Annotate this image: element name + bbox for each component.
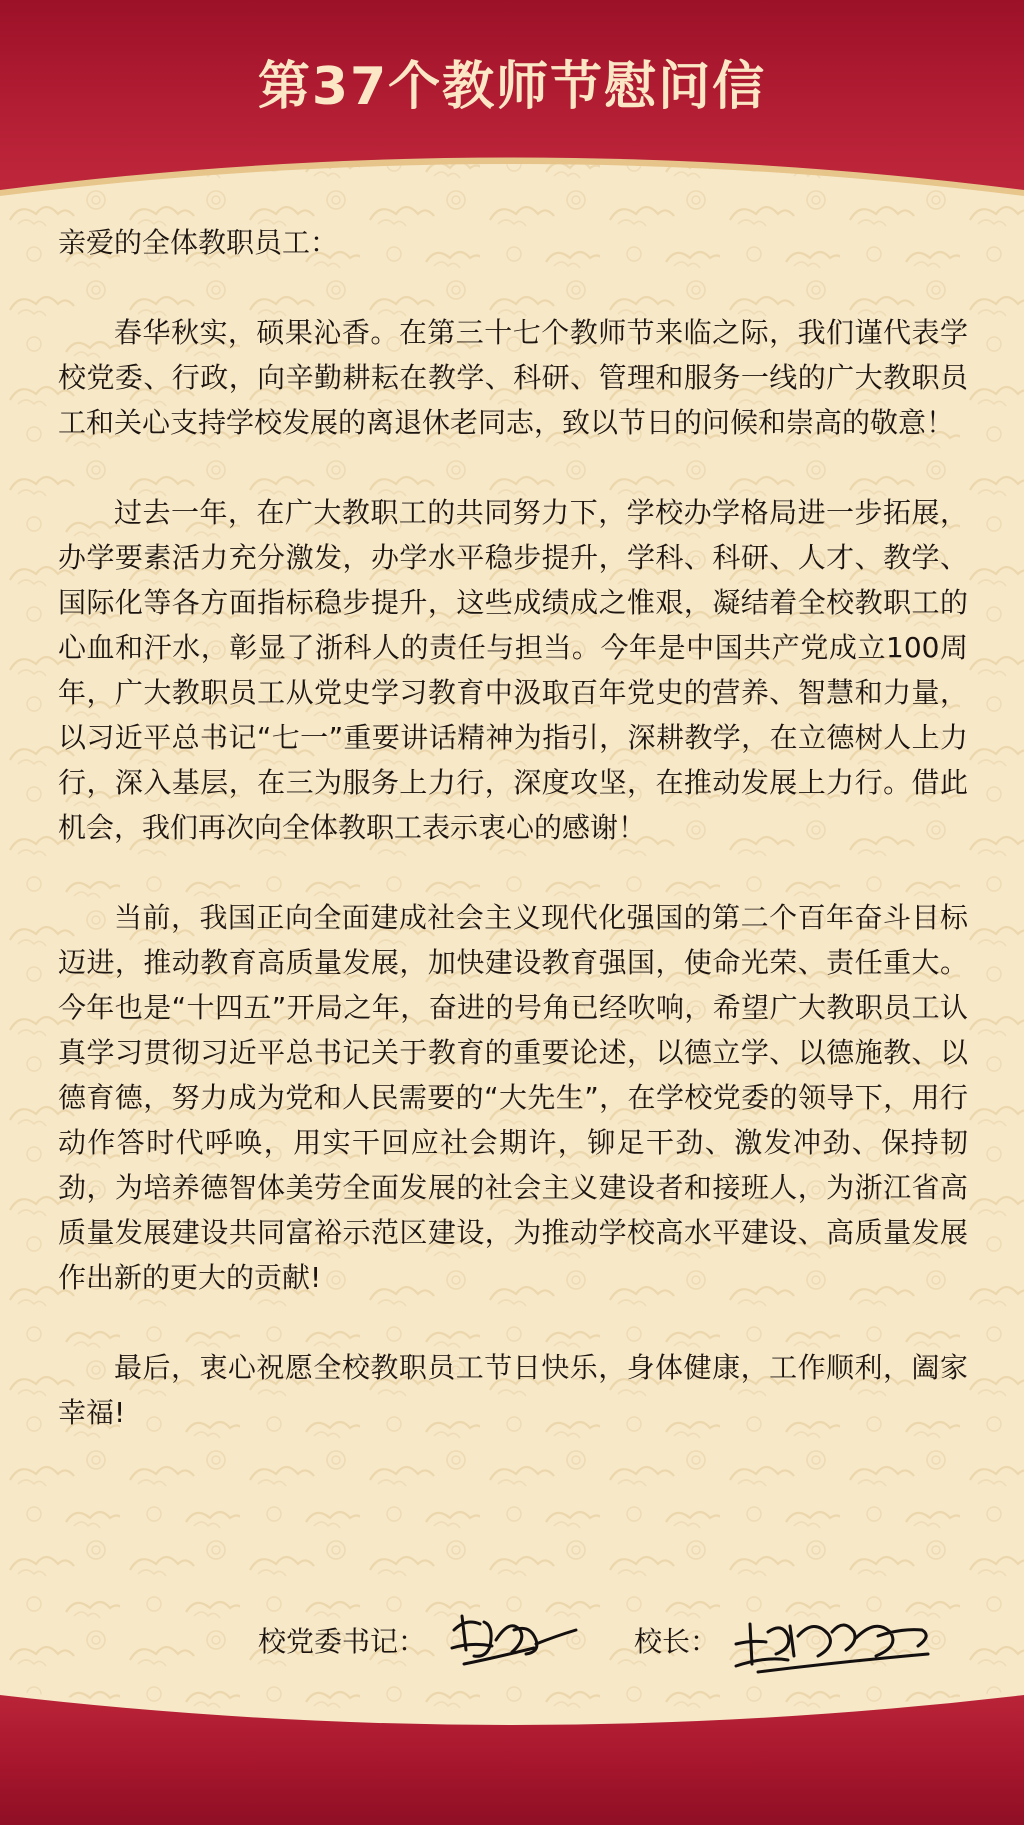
paragraph-mission: 当前，我国正向全面建成社会主义现代化强国的第二个百年奋斗目标迈进，推动教育高质量发展，加快建设教育强国，使命光荣、责任重大。今年也是“十四五”开局之年，奋进的号角已经吹响，希望广大教职员工认真学习贯彻习近平总书记关于教育的重要论述，以德立学、以德施教、以德育德，努力成为党和人民需要的“大先生”，在学校党委的领导下，用行动作答时代呼唤，用实干回应社会期许，铆足干劲、激发冲劲、保持韧劲，为培养德智体美劳全面发展的社会主义建设者和接班人，为浙江省高质量发展建设共同富裕示范区建设，为推动学校高水平建设、高质量发展作出新的更大的贡献! [58, 901, 968, 1294]
secretary-signature [444, 1600, 594, 1680]
paragraph-greeting: 春华秋实，硕果沁香。在第三十七个教师节来临之际，我们谨代表学校党委、行政，向辛勤耕耘在教学、科研、管理和服务一线的广大教职员工和关心支持学校发展的离退休老同志，致以节日的问候和崇高的敬意！ [58, 316, 968, 439]
paragraph-achievements: 过去一年，在广大教职工的共同努力下，学校办学格局进一步拓展，办学要素活力充分激发，办学水平稳步提升，学科、科研、人才、教学、国际化等各方面指标稳步提升，这些成绩成之惟艰，凝结着全校教职工的心血和汗水，彰显了浙科人的责任与担当。今年是中国共产党成立100周年，广大教职员工从党史学习教育中汲取百年党史的营养、智慧和力量，以习近平总书记“七一”重要讲话精神为指引，深耕教学，在立德树人上力行，深入基层，在三为服务上力行，深度攻坚，在推动发展上力行。借此机会，我们再次向全体教职工表示衷心的感谢！ [58, 496, 968, 844]
president-signature [728, 1602, 938, 1682]
signature-block [258, 1608, 958, 1678]
letter-body [58, 220, 968, 1480]
page-title: 第37个教师节慰问信 [257, 57, 767, 117]
paragraph-wishes: 最后，衷心祝愿全校教职员工节日快乐，身体健康，工作顺利，阖家幸福! [58, 1351, 968, 1429]
secretary-label: 校党委书记： [258, 1625, 427, 1658]
president-label: 校长： [634, 1625, 719, 1658]
salutation: 亲爱的全体教职员工： [58, 226, 339, 259]
